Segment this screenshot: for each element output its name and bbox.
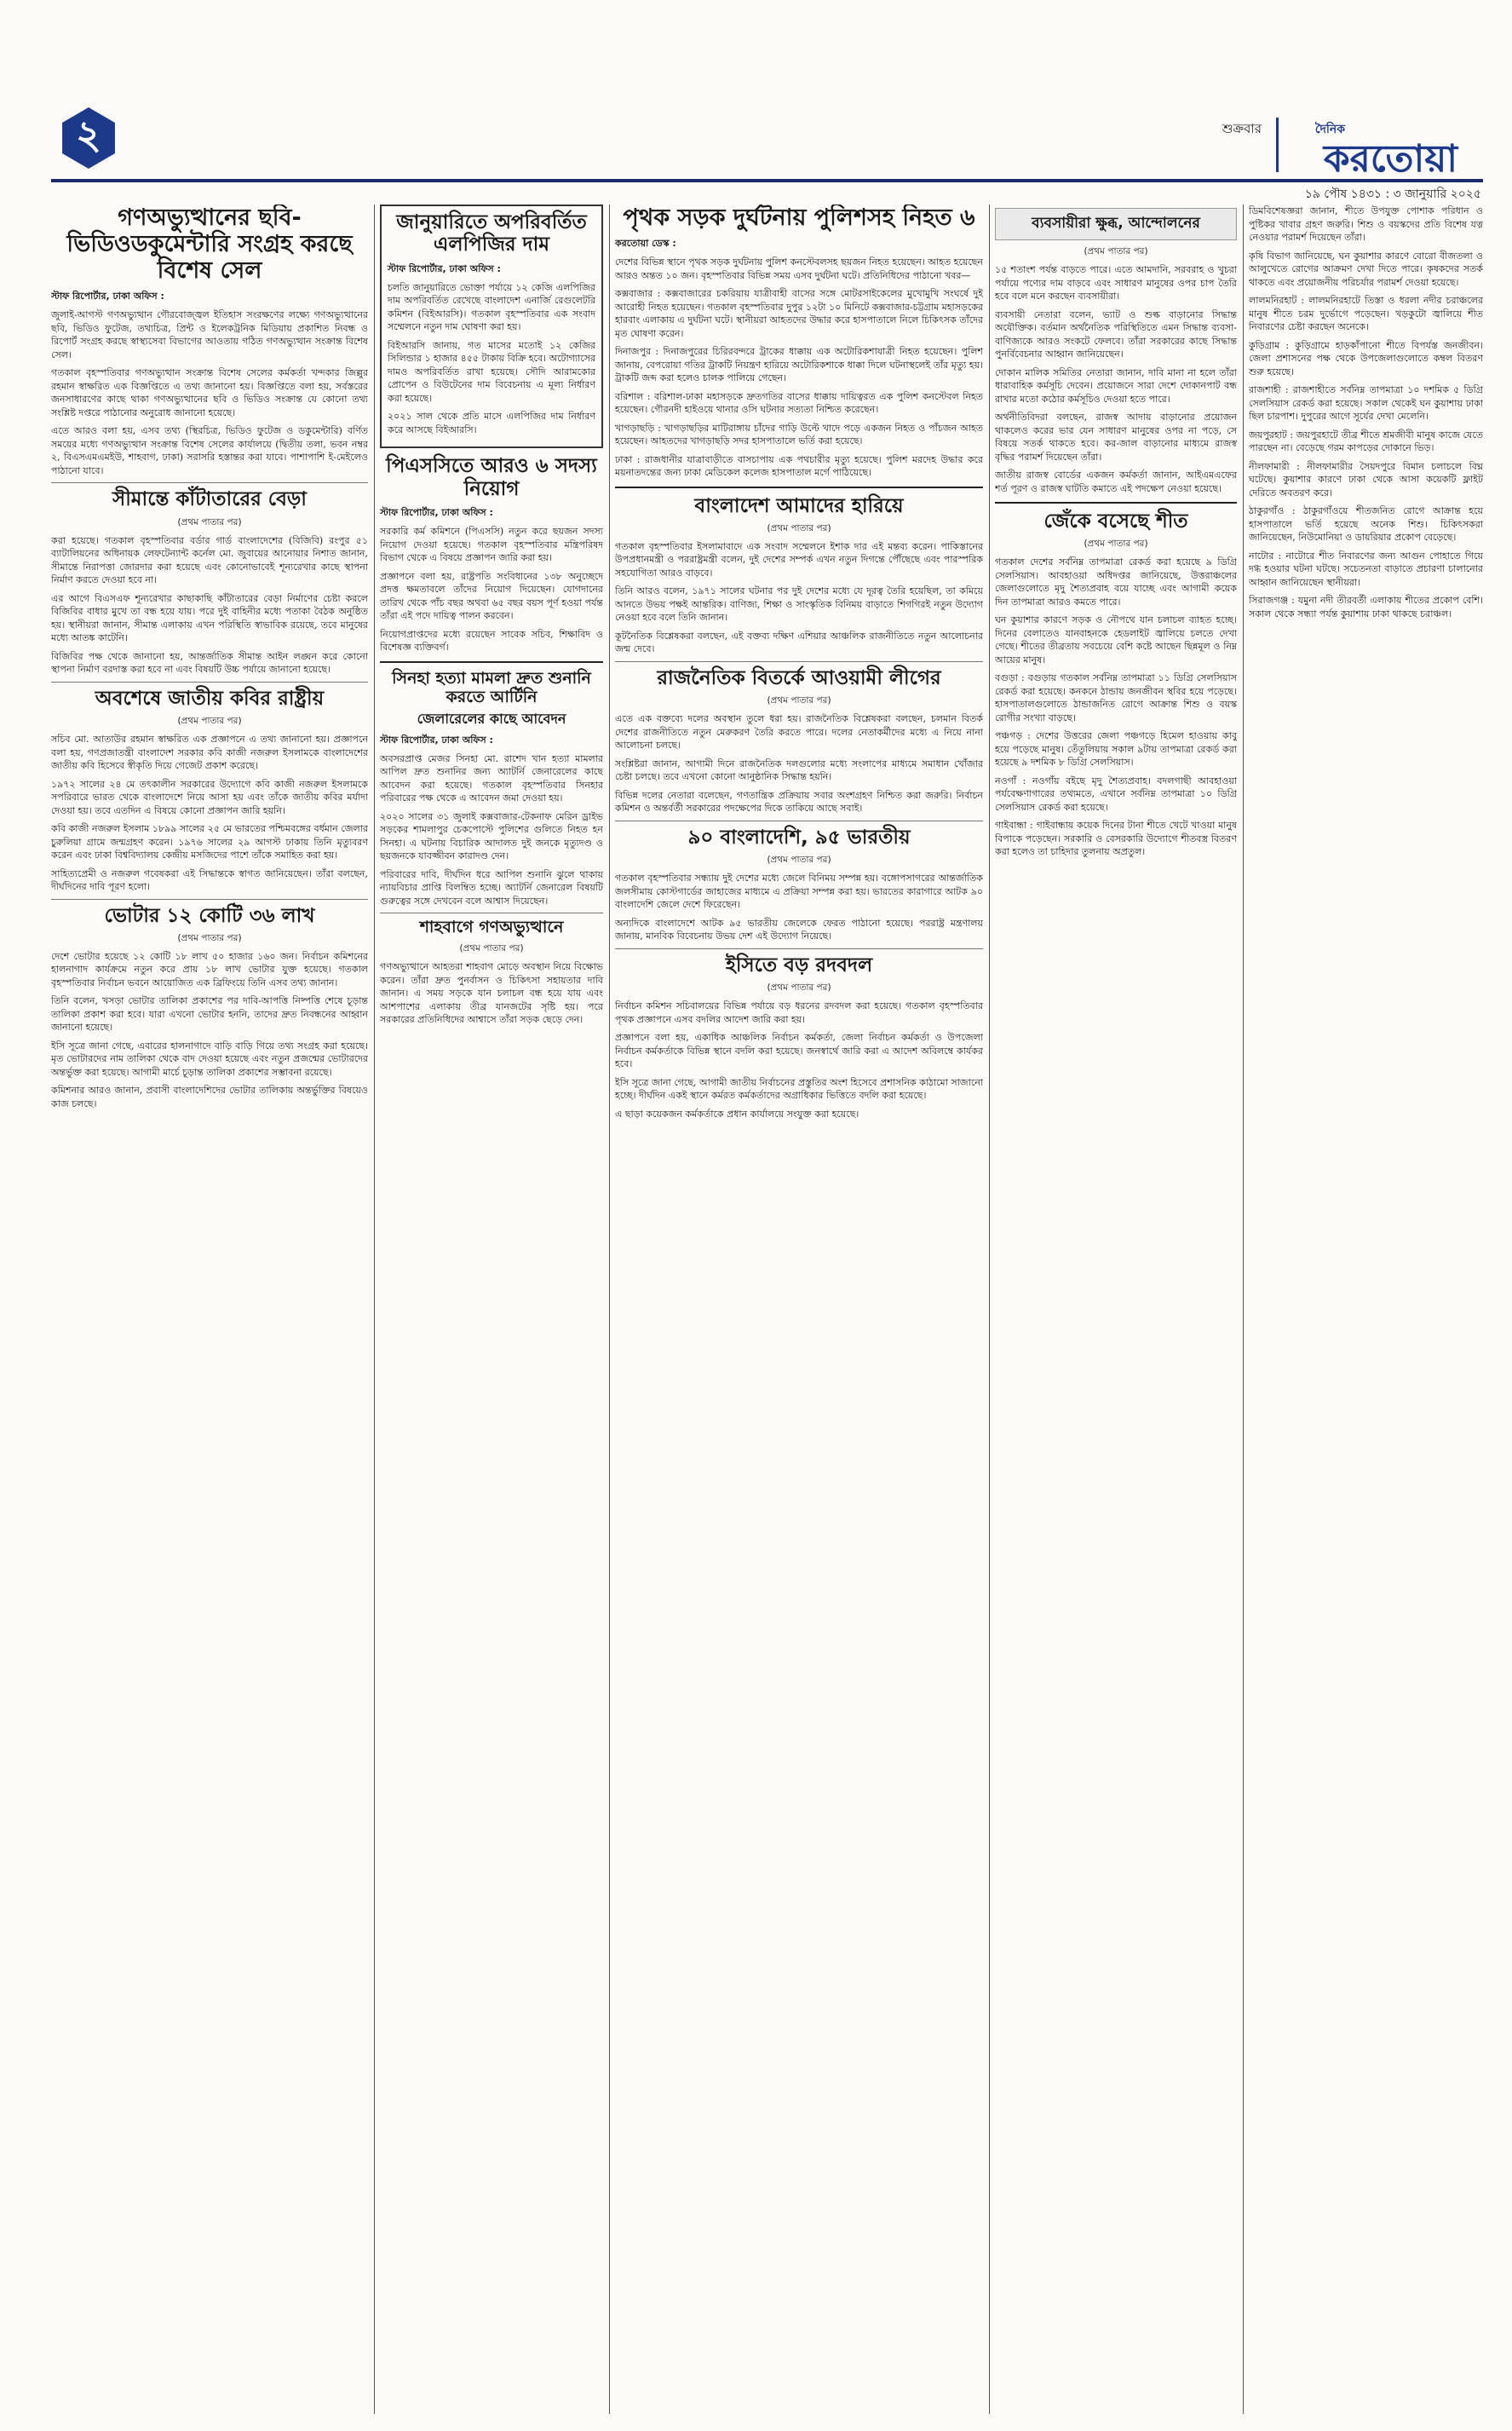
page-number: ২ [76, 112, 101, 158]
page-number-badge [58, 107, 119, 169]
continuation-note: (প্রথম পাতার পর) [767, 855, 831, 866]
article-paragraph: সচিব মো. আতাউর রহমান স্বাক্ষরিত এক প্রজ্ঞাপনে এ তথ্য জানানো হয়। প্রজ্ঞাপনে বলা হয়, গণপ্রজাতন্ত্রী বাংলাদেশ সরকার কবি কাজী নজরুল ইসলামকে বাংলাদেশের জাতীয় কবি হিসেবে স্বীকৃতি দিয়ে গেজেট প্রকাশ করেছে। [51, 734, 368, 772]
article-paragraph: সরকারি কর্ম কমিশনে (পিএসসি) নতুন করে ছয়জন সদস্য নিয়োগ দেওয়া হয়েছে। গতকাল বৃহস্পতিবার মন্ত্রিপরিষদ বিভাগ থেকে এ বিষয়ে প্রজ্ঞাপন জারি করা হয়। [380, 526, 603, 564]
article-paragraph: জাতীয় রাজস্ব বোর্ডের একজন কর্মকর্তা জানান, আইএমএফের শর্ত পূরণ ও রাজস্ব ঘাটতি কমাতে এই পদক্ষেপ নেওয়া হয়েছে। [995, 469, 1237, 494]
byline: স্টাফ রিপোর্টার, ঢাকা অফিস : [380, 734, 493, 746]
article-paragraph: এ ছাড়া কয়েকজন কর্মকর্তাকে প্রধান কার্যালয়ে সংযুক্ত করা হয়েছে। [615, 1108, 859, 1120]
article-paragraph: কুড়িগ্রাম : কুড়িগ্রামে হাড়কাঁপানো শীতে বিপর্যস্ত জনজীবন। জেলা প্রশাসনের পক্ষ থেকে উপজেলাগুলোতে কম্বল বিতরণ শুরু হয়েছে। [1249, 339, 1483, 377]
divider [995, 502, 1237, 504]
article-paragraph: জুলাই-আগস্ট গণঅভ্যুত্থান গৌরবোজ্জ্বল ইতিহাস সংরক্ষণের লক্ষ্যে গণঅভ্যুত্থানের ছবি, ভিডিও ফুটেজ, তথ্যচিত্র, প্রিন্ট ও ইলেকট্রনিক মিডিয়ায় প্রকাশিত নিবন্ধ ও রিপোর্ট সংগ্রহ করছে স্বাস্থ্যসেবা বিভাগের আওতায় গঠিত গণঅভ্যুত্থান সংক্রান্ত বিশেষ সেল। [51, 309, 368, 360]
headline: জেঁকে বসেছে শীত [1043, 510, 1188, 533]
logo-main-text: করতোয়া [1323, 137, 1457, 181]
headline-banner: ব্যবসায়ীরা ক্ষুব্ধ, আন্দোলনের [995, 208, 1237, 240]
article-paragraph: অন্যদিকে বাংলাদেশে আটক ৯৫ ভারতীয় জেলেকে ফেরত পাঠানো হয়েছে। পররাষ্ট্র মন্ত্রণালয় জানায়, মানবিক বিবেচনায় উভয় দেশ এই উদ্যোগ নিয়েছে। [615, 917, 983, 942]
article-paragraph: বিইআরসি জানায়, গত মাসের মতোই ১২ কেজির সিলিন্ডার ১ হাজার ৪৫৫ টাকায় বিক্রি হবে। অটোগ্যাসের দামও অপরিবর্তিত রাখা হয়েছে। সৌদি আরামকোর প্রোপেন ও বিউটেনের দাম বিবেচনায় এ মূল্য নির্ধারণ করা হয়েছে। [388, 339, 595, 404]
column-5 [1249, 205, 1483, 2414]
continuation-note: (প্রথম পাতার পর) [177, 932, 242, 943]
continuation-note: (প্রথম পাতার পর) [767, 695, 831, 706]
article-sinha-case [380, 670, 603, 908]
column-rule [609, 205, 610, 2414]
article-paragraph: নওগাঁ : নওগাঁয় বইছে মৃদু শৈত্যপ্রবাহ। বদলগাছী আবহাওয়া পর্যবেক্ষণাগারের তথ্যমতে, এখানে সর্বনিম্ন তাপমাত্রা ১০ ডিগ্রি সেলসিয়াস রেকর্ড করা হয়েছে। [995, 775, 1237, 813]
article-paragraph: রাজশাহী : রাজশাহীতে সর্বনিম্ন তাপমাত্রা ১০ দশমিক ৫ ডিগ্রি সেলসিয়াস রেকর্ড করা হয়েছে। সকাল থেকেই ঘন কুয়াশায় ঢাকা ছিল চারপাশ। দুপুরের আগে সূর্যের দেখা মেলেনি। [1249, 384, 1483, 422]
headline: পৃথক সড়ক দুর্ঘটনায় পুলিশসহ নিহত ৬ [623, 205, 975, 231]
headline: গণঅভ্যুত্থানের ছবি-ভিডিওডকুমেন্টারি সংগ্রহ করছে বিশেষ সেল [66, 205, 353, 285]
article-paragraph: জয়পুরহাট : জয়পুরহাটে তীব্র শীতে শ্রমজীবী মানুষ কাজে যেতে পারছেন না। বেড়েছে গরম কাপড়ের দোকানে ভিড়। [1249, 429, 1483, 453]
article-lpg-price [380, 205, 603, 448]
article-paragraph: লালমনিরহাট : লালমনিরহাটে তিস্তা ও ধরলা নদীর চরাঞ্চলের মানুষ শীতে চরম দুর্ভোগে পড়েছেন। খড়কুটো জ্বালিয়ে শীত নিবারণের চেষ্টা করছেন অনেকে। [1249, 295, 1483, 332]
continuation-note: (প্রথম পাতার পর) [767, 522, 831, 533]
article-national-poet [51, 688, 368, 894]
article-paragraph: ১৯৭২ সালের ২৪ মে তৎকালীন সরকারের উদ্যোগে কবি কাজী নজরুল ইসলামকে সপরিবারে ভারত থেকে বাংলাদেশে নিয়ে আসা হয় এবং তাঁকে জাতীয় কবির মর্যাদা দেওয়া হয়। তবে এতদিন এ বিষয়ে কোনো প্রজ্ঞাপন জারি হয়নি। [51, 778, 368, 816]
article-fishermen-exchange [615, 827, 983, 943]
weekday: শুক্রবার [1222, 121, 1262, 136]
subheadline: জেলারেলের কাছে আবেদন [417, 711, 566, 728]
article-traders-angry [995, 208, 1237, 495]
continuation-note: (প্রথম পাতার পর) [767, 982, 831, 994]
column-1 [51, 205, 368, 2414]
headline: পিএসসিতে আরও ৬ সদস্য নিয়োগ [386, 455, 597, 500]
article-paragraph: সিরাজগঞ্জ : যমুনা নদী তীরবর্তী এলাকায় শীতের প্রকোপ বেশি। সকাল থেকে সন্ধ্যা পর্যন্ত কুয়াশায় ঢাকা থাকছে চরাঞ্চল। [1249, 595, 1483, 619]
article-paragraph: ২০২০ সালের ৩১ জুলাই কক্সবাজার-টেকনাফ মেরিন ড্রাইভ সড়কের শামলাপুর চেকপোস্টে পুলিশের গুলিতে নিহত হন সিনহা। এ ঘটনায় বিচারিক আদালত দুই জনকে মৃত্যুদণ্ড ও ছয়জনকে যাবজ্জীবন কারাদণ্ড দেন। [380, 810, 603, 862]
article-paragraph: ২০২১ সাল থেকে প্রতি মাসে এলপিজির দাম নির্ধারণ করে আসছে বিইআরসি। [388, 411, 595, 435]
article-paragraph: নির্বাচন কমিশন সচিবালয়ের বিভিন্ন পর্যায়ে বড় ধরনের রদবদল করা হয়েছে। গতকাল বৃহস্পতিবার পৃথক প্রজ্ঞাপনে এসব বদলির আদেশ জারি করা হয়। [615, 1000, 983, 1025]
article-paragraph: এতে এক বক্তব্যে দলের অবস্থান তুলে ধরা হয়। রাজনৈতিক বিশ্লেষকরা বলছেন, চলমান বিতর্ক দেশের রাজনীতিতে নতুন মেরুকরণ তৈরি করতে পারে। দলের নেতাকর্মীদের মধ্যে এ নিয়ে নানা আলোচনা চলছে। [615, 713, 983, 752]
article-paragraph: কবি কাজী নজরুল ইসলাম ১৮৯৯ সালের ২৫ মে ভারতের পশ্চিমবঙ্গের বর্ধমান জেলার চুরুলিয়া গ্রামে জন্মগ্রহণ করেন। ১৯৭৬ সালের ২৯ আগস্ট ঢাকায় তিনি মৃত্যুবরণ করেন এবং ঢাকা বিশ্ববিদ্যালয় কেন্দ্রীয় মসজিদের পাশে তাঁকে সমাহিত করা হয়। [51, 823, 368, 861]
headline: অবশেষে জাতীয় কবির রাষ্ট্রীয় [95, 687, 325, 710]
article-paragraph: অবসরপ্রাপ্ত মেজর সিনহা মো. রাশেদ খান হত্যা মামলার আপিল দ্রুত শুনানির জন্য অ্যাটর্নি জেনারেলের কাছে আবেদন করা হয়েছে। গতকাল বৃহস্পতিবার সিনহার পরিবারের পক্ষ থেকে এ আবেদন জমা দেওয়া হয়। [380, 752, 603, 804]
article-paragraph: কৃষি বিভাগ জানিয়েছে, ঘন কুয়াশার কারণে বোরো বীজতলা ও আলুখেতে রোগের আক্রমণ দেখা দিতে পারে। কৃষকদের সতর্ক থাকতে এবং প্রয়োজনীয় পরিচর্যার পরামর্শ দেওয়া হয়েছে। [1249, 250, 1483, 288]
logo-small-text: দৈনিক [1314, 123, 1345, 136]
article-awami-league [615, 667, 983, 815]
article-paragraph: ঠাকুরগাঁও : ঠাকুরগাঁওয়ে শীতজনিত রোগে আক্রান্ত হয়ে হাসপাতালে ভর্তি হয়েছে অনেক শিশু। চিকিৎসকরা জানিয়েছেন, নিউমোনিয়া ও ডায়রিয়ার প্রকোপ বেড়েছে। [1249, 505, 1483, 543]
article-cold-wave-continued [1249, 205, 1483, 620]
article-paragraph: চলতি জানুয়ারিতে ভোক্তা পর্যায়ে ১২ কেজি এলপিজির দাম অপরিবর্তিত রেখেছে বাংলাদেশ এনার্জি রেগুলেটরি কমিশন (বিইআরসি)। গতকাল বৃহস্পতিবার এক সংবাদ সম্মেলনে নতুন দাম ঘোষণা করা হয়। [388, 281, 595, 333]
article-paragraph: বরিশাল : বরিশাল-ঢাকা মহাসড়কে দ্রুতগতির বাসের ধাক্কায় দায়িত্বরত এক পুলিশ কনস্টেবল নিহত হয়েছেন। গৌরনদী হাইওয়ে থানার ওসি ঘটনার সত্যতা নিশ্চিত করেছেন। [615, 390, 983, 416]
article-paragraph: তিনি বলেন, খসড়া ভোটার তালিকা প্রকাশের পর দাবি-আপত্তি নিষ্পত্তি শেষে চূড়ান্ত তালিকা প্রকাশ করা হবে। যারা এখনো ভোটার হননি, তাদের দ্রুত নিবন্ধনের আহ্বান জানানো হয়েছে। [51, 995, 368, 1034]
divider [380, 661, 603, 663]
article-paragraph: ১৫ শতাংশ পর্যন্ত বাড়তে পারে। এতে আমদানি, সরবরাহ ও খুচরা পর্যায়ে পণ্যের দাম বাড়বে এবং সাধারণ মানুষের ওপর চাপ তৈরি হবে বলে মনে করছেন ব্যবসায়ীরা। [995, 264, 1237, 302]
article-paragraph: খাগড়াছড়ি : খাগড়াছড়ির মাটিরাঙ্গায় চাঁদের গাড়ি উল্টে খাদে পড়ে একজন নিহত ও পাঁচজন আহত হয়েছেন। আহতদের খাগড়াছড়ি সদর হাসপাতালে ভর্তি করা হয়েছে। [615, 422, 983, 447]
article-paragraph: এর আগে বিএসএফ শূন্যরেখার কাছাকাছি কাঁটাতারের বেড়া নির্মাণের চেষ্টা করলে বিজিবির বাধার মুখে তা বন্ধ হয়ে যায়। পরে দুই বাহিনীর মধ্যে পতাকা বৈঠক অনুষ্ঠিত হয়। স্থানীয়রা জানান, সীমান্ত এলাকায় এখন পরিস্থিতি স্বাভাবিক রয়েছে, তবে মানুষের মধ্যে আতঙ্ক কাটেনি। [51, 592, 368, 644]
article-paragraph: গাইবান্ধা : গাইবান্ধায় কয়েক দিনের টানা শীতে খেটে খাওয়া মানুষ বিপাকে পড়েছেন। সরকারি ও বেসরকারি উদ্যোগে শীতবস্ত্র বিতরণ করা হলেও তা চাহিদার তুলনায় অপ্রতুল। [995, 820, 1237, 858]
byline: স্টাফ রিপোর্টার, ঢাকা অফিস : [51, 291, 164, 302]
article-paragraph: তিনি আরও বলেন, ১৯৭১ সালের ঘটনার পর দুই দেশের মধ্যে যে দূরত্ব তৈরি হয়েছিল, তা কমিয়ে আনতে উভয় পক্ষই আন্তরিক। বাণিজ্য, শিক্ষা ও সাংস্কৃতিক বিনিময় বাড়াতে শিগগিরই নতুন উদ্যোগ নেওয়া হবে বলে তিনি জানান। [615, 585, 983, 624]
article-paragraph: কমিশনার আরও জানান, প্রবাসী বাংলাদেশিদের ভোটার তালিকায় অন্তর্ভুক্তির বিষয়েও কাজ চলছে। [51, 1085, 368, 1109]
article-paragraph: এতে আরও বলা হয়, এসব তথ্য (স্থিরচিত্র, ভিডিও ফুটেজ ও ডকুমেন্টারি) বর্ণিত সময়ের মধ্যে গণঅভ্যুত্থান সংক্রান্ত বিশেষ সেলের কার্যালয়ে (দ্বিতীয় তলা, ভবন নম্বর ২, বিএসএমএমইউ, শাহবাগ, ঢাকা) সরাসরি হস্তান্তর করা যাবে। পাশাপাশি ই-মেইলেও পাঠানো যাবে। [51, 425, 368, 476]
continuation-note: (প্রথম পাতার পর) [1084, 246, 1148, 256]
logo-divider [1276, 118, 1279, 172]
article-paragraph: ইসি সূত্রে জানা গেছে, এবারের হালনাগাদে বাড়ি বাড়ি গিয়ে তথ্য সংগ্রহ করা হয়েছে। মৃত ভোটারদের নাম তালিকা থেকে বাদ দেওয়া হয়েছে এবং নতুন প্রজন্মের ভোটারদের অন্তর্ভুক্ত করা হয়েছে। আগামী মার্চে চূড়ান্ত তালিকা প্রকাশের সম্ভাবনা রয়েছে। [51, 1040, 368, 1078]
headline: ভোটার ১২ কোটি ৩৬ লাখ [104, 904, 315, 927]
article-paragraph: অর্থনীতিবিদরা বলছেন, রাজস্ব আদায় বাড়ানোর প্রয়োজন থাকলেও করের ভার যেন সাধারণ মানুষের ওপর না পড়ে, সে বিষয়ে সতর্ক থাকতে হবে। কর-জাল বাড়ানোর মাধ্যমে রাজস্ব বৃদ্ধির পরামর্শ দিয়েছেন তাঁরা। [995, 412, 1237, 463]
article-paragraph: নাটোর : নাটোরে শীত নিবারণের জন্য আগুন পোহাতে গিয়ে দগ্ধ হওয়ার ঘটনা ঘটছে। সচেতনতা বাড়াতে প্রচারণা চালানোর আহ্বান জানিয়েছেন স্থানীয়রা। [1249, 550, 1483, 588]
article-paragraph: নিয়োগপ্রাপ্তদের মধ্যে রয়েছেন সাবেক সচিব, শিক্ষাবিদ ও বিশেষজ্ঞ ব্যক্তিবর্গ। [380, 628, 603, 654]
article-paragraph: সাহিত্যপ্রেমী ও নজরুল গবেষকরা এই সিদ্ধান্তকে স্বাগত জানিয়েছেন। তাঁরা বলছেন, দীর্ঘদিনের দাবি পূরণ হলো। [51, 867, 368, 893]
article-paragraph: কক্সবাজার : কক্সবাজারের চকরিয়ায় যাত্রীবাহী বাসের সঙ্গে মোটরসাইকেলের মুখোমুখি সংঘর্ষে দুই আরোহী নিহত হয়েছেন। গতকাল বৃহস্পতিবার দুপুর ১২টা ১০ মিনিটে কক্সবাজার-চট্টগ্রাম মহাসড়কের হারবাং এলাকায় এ দুর্ঘটনা ঘটে। স্থানীয়রা আহতদের উদ্ধার করে হাসপাতালে নিলে চিকিৎসক তাঁদের মৃত ঘোষণা করেন। [615, 288, 983, 339]
article-paragraph: ব্যবসায়ী নেতারা বলেন, ভ্যাট ও শুল্ক বাড়ানোর সিদ্ধান্ত অযৌক্তিক। বর্তমান অর্থনৈতিক পরিস্থিতিতে এমন সিদ্ধান্ত ব্যবসা-বাণিজ্যকে আরও সংকটে ফেলবে। তাঁরা সরকারের কাছে সিদ্ধান্ত পুনর্বিবেচনার আহ্বান জানিয়েছেন। [995, 308, 1237, 360]
article-paragraph: গতকাল বৃহস্পতিবার ইসলামাবাদে এক সংবাদ সম্মেলনে ইশাক দার এই মন্তব্য করেন। পাকিস্তানের উপপ্রধানমন্ত্রী ও পররাষ্ট্রমন্ত্রী বলেন, দুই দেশের সম্পর্ক এখন নতুন দিগন্তে পৌঁছেছে এবং পারস্পরিক সহযোগিতা আরও বাড়বে। [615, 540, 983, 579]
continuation-note: (প্রথম পাতার পর) [177, 716, 242, 727]
article-paragraph: পরিবারের দাবি, দীর্ঘদিন ধরে আপিল শুনানি ঝুলে থাকায় ন্যায়বিচার প্রাপ্তি বিলম্বিত হচ্ছে। অ্যাটর্নি জেনারেল বিষয়টি গুরুত্বের সঙ্গে দেখবেন বলে আশ্বাস দিয়েছেন। [380, 868, 603, 907]
byline: স্টাফ রিপোর্টার, ঢাকা অফিস : [388, 262, 501, 274]
article-paragraph: গতকাল বৃহস্পতিবার সন্ধ্যায় দুই দেশের মধ্যে জেলে বিনিময় সম্পন্ন হয়। বঙ্গোপসাগরের আন্তর্জাতিক জলসীমায় কোস্টগার্ডের জাহাজের মাধ্যমে এ প্রক্রিয়া সম্পন্ন করা হয়। ভারতের কারাগারে আটক ৯০ বাংলাদেশি জেলে দেশে ফিরেছেন। [615, 873, 983, 911]
article-paragraph: ঘন কুয়াশার কারণে সড়ক ও নৌপথে যান চলাচল ব্যাহত হচ্ছে। দিনের বেলাতেও যানবাহনকে হেডলাইট জ্বালিয়ে চলতে দেখা গেছে। শীতের তীব্রতায় সবচেয়ে বেশি কষ্টে আছেন ছিন্নমূল ও নিম্ন আয়ের মানুষ। [995, 614, 1237, 665]
article-paragraph: গতকাল দেশের সর্বনিম্ন তাপমাত্রা রেকর্ড করা হয়েছে ৯ ডিগ্রি সেলসিয়াস। আবহাওয়া অধিদপ্তর জানিয়েছে, উত্তরাঞ্চলের জেলাগুলোতে মৃদু শৈত্যপ্রবাহ বয়ে যাচ্ছে এবং আগামী কয়েক দিন তাপমাত্রা আরও কমতে পারে। [995, 556, 1237, 608]
divider [51, 899, 368, 900]
divider [51, 482, 368, 483]
article-paragraph: ইসি সূত্রে জানা গেছে, আগামী জাতীয় নির্বাচনের প্রস্তুতির অংশ হিসেবে প্রশাসনিক কাঠামো সাজানো হচ্ছে। দীর্ঘদিন একই স্থানে কর্মরত কর্মকর্তাদের অগ্রাধিকার ভিত্তিতে বদলি করা হয়েছে। [615, 1076, 983, 1102]
column-2 [380, 205, 603, 2414]
continuation-note: (প্রথম পাতার পর) [459, 943, 524, 954]
byline: স্টাফ রিপোর্টার, ঢাকা অফিস : [380, 507, 493, 519]
headline: ইসিতে বড় রদবদল [725, 953, 873, 976]
continuation-note: (প্রথম পাতার পর) [177, 516, 242, 527]
headline: শাহবাগে গণঅভ্যুত্থানে [419, 918, 564, 937]
headline: ৯০ বাংলাদেশি, ৯৫ ভারতীয় [687, 826, 911, 849]
article-paragraph: সংশ্লিষ্টরা জানান, আগামী দিনে রাজনৈতিক দলগুলোর মধ্যে সংলাপের মাধ্যমে সমাধান খোঁজার চেষ্টা চলছে। তবে এখনো কোনো আনুষ্ঠানিক সিদ্ধান্ত হয়নি। [615, 758, 983, 783]
article-paragraph: বিভিন্ন দলের নেতারা বলেছেন, গণতান্ত্রিক প্রক্রিয়ায় সবার অংশগ্রহণ নিশ্চিত করা জরুরি। নির্বাচন কমিশন ও অন্তর্বর্তী সরকারের পদক্ষেপের দিকে তাকিয়ে আছে সবাই। [615, 789, 983, 815]
article-road-accidents [615, 205, 983, 480]
divider [615, 661, 983, 662]
masthead [51, 0, 1483, 182]
article-paragraph: নীলফামারী : নীলফামারীর সৈয়দপুরে বিমান চলাচলে বিঘ্ন ঘটেছে। কুয়াশার কারণে ঢাকা থেকে আসা কয়েকটি ফ্লাইট দেরিতে অবতরণ করে। [1249, 460, 1483, 498]
article-paragraph: ডিমবিশেষজ্ঞরা জানান, শীতে উপযুক্ত পোশাক পরিধান ও পুষ্টিকর খাবার গ্রহণ জরুরি। শিশু ও বয়স্কদের প্রতি বিশেষ যত্ন নেওয়ার পরামর্শ দিয়েছেন তাঁরা। [1249, 205, 1483, 243]
article-voters [51, 905, 368, 1111]
byline: করতোয়া ডেস্ক : [615, 238, 676, 250]
article-paragraph: গণঅভ্যুত্থানে আহতরা শাহবাগ মোড়ে অবস্থান নিয়ে বিক্ষোভ করেন। তাঁরা দ্রুত পুনর্বাসন ও চিকিৎসা সহায়তার দাবি জানান। এ সময় সড়কে যান চলাচল বন্ধ হয়ে যায় এবং আশপাশের এলাকায় তীব্র যানজটের সৃষ্টি হয়। পরে সরকারের প্রতিনিধিদের আশ্বাসে তাঁরা সড়ক ছেড়ে দেন। [380, 961, 603, 1026]
headline: সিনহা হত্যা মামলা দ্রুত শুনানি করতে আর্টিনি [392, 668, 591, 706]
article-paragraph: ঢাকা : রাজধানীর যাত্রাবাড়ীতে বাসচাপায় এক পথচারীর মৃত্যু হয়েছে। পুলিশ মরদেহ উদ্ধার করে ময়নাতদন্তের জন্য ঢাকা মেডিকেল কলেজ হাসপাতাল মর্গে পাঠিয়েছে। [615, 453, 983, 479]
article-paragraph: বগুড়া : বগুড়ায় গতকাল সর্বনিম্ন তাপমাত্রা ১১ ডিগ্রি সেলসিয়াস রেকর্ড করা হয়েছে। কনকনে ঠান্ডায় জনজীবন স্থবির হয়ে পড়েছে। হাসপাতালগুলোতে ঠান্ডাজনিত রোগে আক্রান্ত শিশু ও বয়স্ক রোগীর সংখ্যা বাড়ছে। [995, 672, 1237, 723]
dateline: ১৯ পৌষ ১৪৩১ : ৩ জানুয়ারি ২০২৫ [1304, 187, 1481, 201]
article-cold-wave [995, 510, 1237, 859]
article-bangladesh-lost [615, 495, 983, 656]
article-paragraph: দেশের বিভিন্ন স্থানে পৃথক সড়ক দুর্ঘটনায় পুলিশ কনস্টেবলসহ ছয়জন নিহত হয়েছেন। আহত হয়েছেন আরও অন্তত ১০ জন। বৃহস্পতিবার বিভিন্ন সময় এসব দুর্ঘটনা ঘটে। প্রতিনিধিদের পাঠানো খবর— [615, 256, 983, 281]
divider [615, 948, 983, 949]
article-paragraph: দেশে ভোটার হয়েছে ১২ কোটি ১৮ লাখ ৫০ হাজার ১৬০ জন। নির্বাচন কমিশনের হালনাগাদ কার্যক্রমে নতুন করে প্রায় ১৮ লাখ ভোটার যুক্ত হয়েছে। গতকাল বৃহস্পতিবার নির্বাচন ভবনে আয়োজিত এক ব্রিফিংয়ে তিনি এসব তথ্য জানান। [51, 950, 368, 988]
article-paragraph: কূটনৈতিক বিশ্লেষকরা বলছেন, এই বক্তব্য দক্ষিণ এশিয়ার আঞ্চলিক রাজনীতিতে নতুন আলোচনার জন্ম দেবে। [615, 630, 983, 655]
article-paragraph: বিজিবির পক্ষ থেকে জানানো হয়, আন্তর্জাতিক সীমান্ত আইন লঙ্ঘন করে কোনো স্থাপনা নির্মাণ বরদাস্ত করা হবে না এবং বিষয়টি উচ্চ পর্যায়ে জানানো হয়েছে। [51, 650, 368, 676]
continuation-note: (প্রথম পাতার পর) [1084, 539, 1148, 550]
article-paragraph: দোকান মালিক সমিতির নেতারা জানান, দাবি মানা না হলে তাঁরা ধারাবাহিক কর্মসূচি দেবেন। প্রয়োজনে সারা দেশে দোকানপাট বন্ধ রাখার মতো কঠোর কর্মসূচিও দেওয়া হতে পারে। [995, 366, 1237, 405]
column-3 [615, 205, 983, 2414]
article-paragraph: পঞ্চগড় : দেশের উত্তরের জেলা পঞ্চগড়ে হিমেল হাওয়ায় কাবু হয়ে পড়েছে মানুষ। তেঁতুলিয়ায় সকাল ৯টায় তাপমাত্রা রেকর্ড করা হয়েছে ৯ দশমিক ৮ ডিগ্রি সেলসিয়াস। [995, 730, 1237, 769]
article-paragraph: গতকাল বৃহস্পতিবার গণঅভ্যুত্থান সংক্রান্ত বিশেষ সেলের কর্মকর্তা খন্দকার জিল্লুর রহমান স্বাক্ষরিত এক বিজ্ঞপ্তিতে এ তথ্য জানানো হয়। বিজ্ঞপ্তিতে বলা হয়, সর্বস্তরের জনসাধারণের কাছে থাকা গণঅভ্যুত্থানের ছবি ও ভিডিও সংক্রান্ত যে কোনো তথ্য সংশ্লিষ্ট দপ্তরে পাঠানোর অনুরোধ জানানো হয়েছে। [51, 367, 368, 418]
article-paragraph: করা হয়েছে। গতকাল বৃহস্পতিবার বর্ডার গার্ড বাংলাদেশের (বিজিবি) রংপুর ৫১ ব্যাটালিয়নের অধিনায়ক লেফটেন্যান্ট কর্নেল মো. জুবায়ের আনোয়ার নিশাত জানান, সীমান্তে নিরাপত্তা জোরদার করা হয়েছে এবং কোনোভাবেই শূন্যরেখার কাছে স্থাপনা নির্মাণ করতে দেওয়া হবে না। [51, 534, 368, 586]
column-rule [374, 205, 375, 2414]
article-gonoovuthhan-cell [51, 205, 368, 477]
column-rule [1243, 205, 1244, 2414]
news-columns [51, 205, 1483, 2414]
headline: রাজনৈতিক বিতর্কে আওয়ামী লীগের [657, 666, 941, 689]
article-ec-reshuffle [615, 954, 983, 1120]
headline: সীমান্তে কাঁটাতারের বেড়া [112, 488, 307, 511]
article-border-fence [51, 488, 368, 676]
article-paragraph: প্রজ্ঞাপনে বলা হয়, একাধিক আঞ্চলিক নির্বাচন কর্মকর্তা, জেলা নির্বাচন কর্মকর্তা ও উপজেলা নির্বাচন কর্মকর্তাকে বিভিন্ন স্থানে বদলি করা হয়েছে। জনস্বার্থে জারি করা এ আদেশ অবিলম্বে কার্যকর হবে। [615, 1032, 983, 1070]
newspaper-logo [1315, 119, 1457, 179]
column-rule [989, 205, 990, 2414]
article-shahbag [380, 919, 603, 1026]
headline: বাংলাদেশ আমাদের হারিয়ে [694, 494, 904, 517]
article-paragraph: প্রজ্ঞাপনে বলা হয়, রাষ্ট্রপতি সংবিধানের ১৩৮ অনুচ্ছেদে প্রদত্ত ক্ষমতাবলে তাঁদের নিয়োগ দিয়েছেন। যোগদানের তারিখ থেকে পাঁচ বছর অথবা ৬৫ বছর বয়স পূর্ণ হওয়া পর্যন্ত তাঁরা এই পদে দায়িত্ব পালন করবেন। [380, 570, 603, 622]
divider [51, 682, 368, 683]
article-paragraph: দিনাজপুর : দিনাজপুরের চিরিরবন্দরে ট্রাকের ধাক্কায় এক অটোরিকশাযাত্রী নিহত হয়েছেন। পুলিশ জানায়, বেপরোয়া গতির ট্রাকটি নিয়ন্ত্রণ হারিয়ে অটোরিকশাকে ধাক্কা দিলে ঘটনাস্থলেই তাঁর মৃত্যু হয়। ট্রাকটি জব্দ করা হলেও চালক পালিয়ে গেছেন। [615, 346, 983, 384]
article-psc-members [380, 455, 603, 654]
headline: জানুয়ারিতে অপরিবর্তিত এলপিজির দাম [396, 211, 587, 256]
divider [615, 487, 983, 488]
column-4 [995, 205, 1237, 2414]
